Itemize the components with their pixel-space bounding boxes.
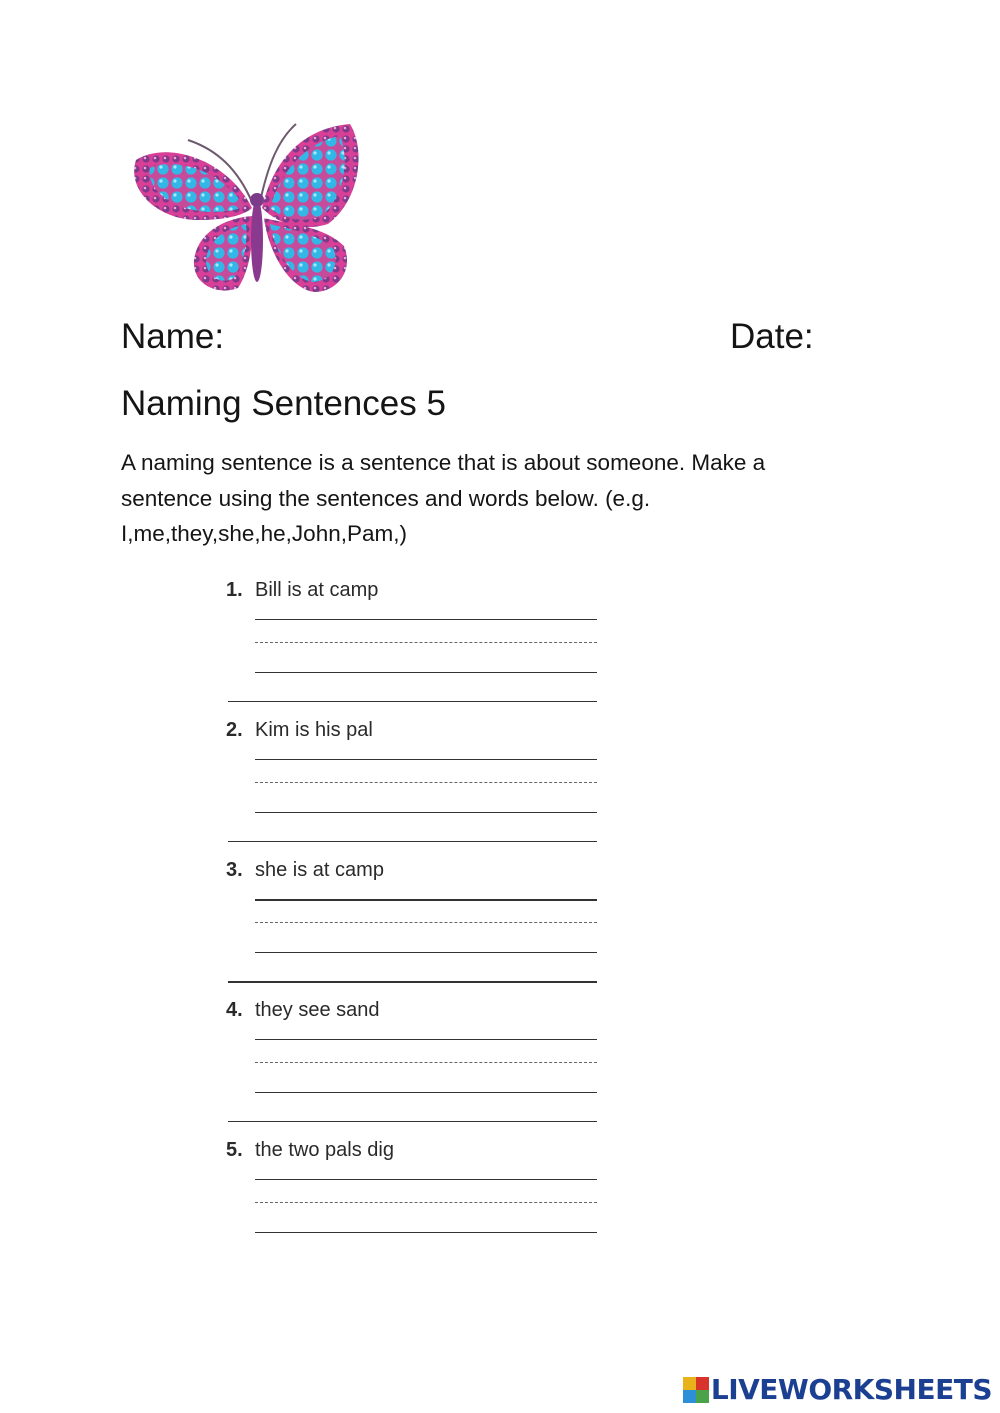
name-label: Name: [121, 317, 225, 356]
exercise-number: 3. [226, 859, 243, 881]
exercise-number: 1. [226, 579, 243, 601]
writing-line-top[interactable] [255, 1179, 597, 1180]
page-title: Naming Sentences 5 [121, 384, 446, 423]
liveworksheets-brand[interactable] [683, 1375, 992, 1405]
liveworksheets-logo-icon [683, 1377, 709, 1403]
writing-line-middle-dashed [255, 1202, 597, 1203]
exercise-sentence: Kim is his pal [255, 719, 373, 741]
writing-line-bottom[interactable] [255, 952, 597, 953]
exercise-sentence: Bill is at camp [255, 579, 379, 601]
exercise-item [226, 717, 606, 842]
exercise-sentence: she is at camp [255, 859, 384, 881]
writing-line-bottom[interactable] [255, 672, 597, 673]
date-label: Date: [730, 317, 814, 356]
exercise-number: 4. [226, 999, 243, 1021]
writing-line-bottom[interactable] [255, 1092, 597, 1093]
writing-line-top[interactable] [255, 1039, 597, 1040]
writing-line-base[interactable] [228, 841, 597, 842]
writing-line-top[interactable] [255, 619, 597, 620]
butterfly-illustration [128, 120, 388, 296]
exercise-item [226, 1137, 606, 1262]
exercise-number: 5. [226, 1139, 243, 1161]
instructions-text: A naming sentence is a sentence that is about someone. Make a sentence using the sentences and words below. (e.g. I,me,they,she,he,John,Pam,) [121, 450, 766, 546]
writing-line-bottom[interactable] [255, 1232, 597, 1233]
exercise-item [226, 577, 606, 702]
writing-line-base[interactable] [228, 981, 597, 983]
writing-line-base[interactable] [228, 701, 597, 702]
exercise-sentence: they see sand [255, 999, 380, 1021]
exercise-item [226, 857, 606, 982]
writing-line-middle-dashed [255, 1062, 597, 1063]
writing-line-bottom[interactable] [255, 812, 597, 813]
writing-line-top[interactable] [255, 759, 597, 760]
writing-line-middle-dashed [255, 922, 597, 923]
exercise-sentence: the two pals dig [255, 1139, 394, 1161]
exercise-item [226, 997, 606, 1122]
exercise-number: 2. [226, 719, 243, 741]
writing-line-base[interactable] [228, 1121, 597, 1122]
writing-line-middle-dashed [255, 782, 597, 783]
writing-line-middle-dashed [255, 642, 597, 643]
writing-line-top[interactable] [255, 899, 597, 901]
brand-name: LIVEWORKSHEETS [710, 1373, 992, 1406]
